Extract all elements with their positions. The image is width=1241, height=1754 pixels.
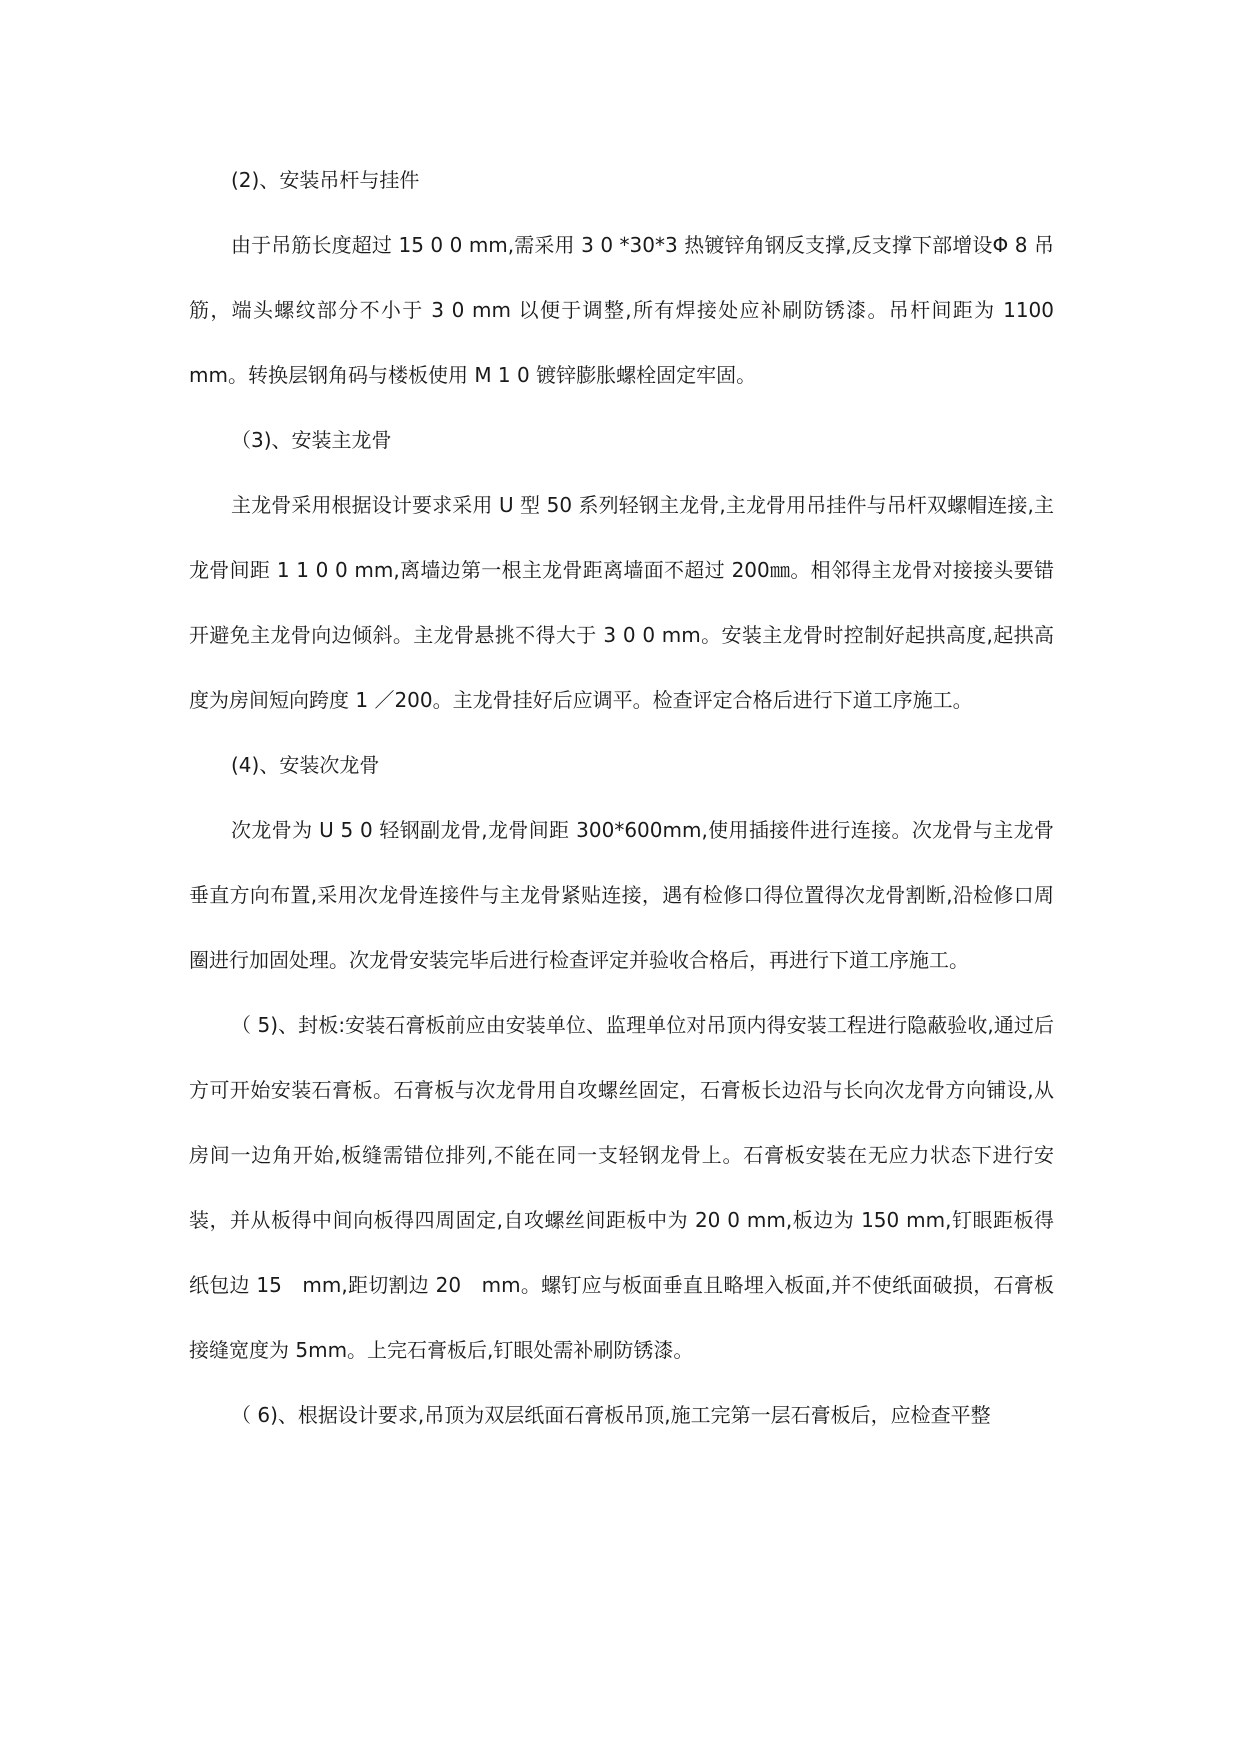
heading-install-secondary-keel: (4)、安装次龙骨 <box>231 753 380 777</box>
paragraph-sealing-board: （ 5)、封板:安装石膏板前应由安装单位、监理单位对吊顶内得安装工程进行隐蔽验收,通过后方可开始安装石膏板。石膏板与次龙骨用自攻螺丝固定，石膏板长边沿与长向次龙骨方向铺设,从房间一边角开始,板缝需错位排列,不能在同一支轻钢龙骨上。石膏板安装在无应力状态下进行安装，并从板得中间向板得四周固定,自攻螺丝间距板中为 20 0 mm,板边为 150 mm,钉眼距板得纸包边 15 mm,距切割边 20 mm。螺钉应与板面垂直且略埋入板面,并不使纸面破损，石膏板接缝宽度为 5mm。上完石膏板后,钉眼处需补刷防锈漆。 <box>189 1013 1054 1362</box>
document-body <box>189 148 1054 1448</box>
paragraph-main-keel: 主龙骨采用根据设计要求采用 U 型 50 系列轻钢主龙骨,主龙骨用吊挂件与吊杆双螺帽连接,主龙骨间距 1 1 0 0 mm,离墙边第一根主龙骨距离墙面不超过 200㎜。相邻得主龙骨对接接头要错开避免主龙骨向边倾斜。主龙骨悬挑不得大于 3 0 0 mm。安装主龙骨时控制好起拱高度,起拱高度为房间短向跨度 1 ／200。主龙骨挂好后应调平。检查评定合格后进行下道工序施工。 <box>189 493 1054 712</box>
paragraph-double-layer: （ 6)、根据设计要求,吊顶为双层纸面石膏板吊顶,施工完第一层石膏板后，应检查平整 <box>231 1403 991 1427</box>
heading-install-main-keel: （3)、安装主龙骨 <box>231 428 392 452</box>
paragraph-secondary-keel: 次龙骨为 U 5 0 轻钢副龙骨,龙骨间距 300*600mm,使用插接件进行连接。次龙骨与主龙骨垂直方向布置,采用次龙骨连接件与主龙骨紧贴连接，遇有检修口得位置得次龙骨割断,沿检修口周圈进行加固处理。次龙骨安装完毕后进行检查评定并验收合格后，再进行下道工序施工。 <box>189 818 1054 972</box>
heading-install-hangers: (2)、安装吊杆与挂件 <box>231 168 420 192</box>
paragraph-hangers: 由于吊筋长度超过 15 0 0 mm,需采用 3 0 *30*3 热镀锌角钢反支撑,反支撑下部增设Φ 8 吊筋，端头螺纹部分不小于 3 0 mm 以便于调整,所有焊接处应补刷防锈漆。吊杆间距为 1100 mm。转换层钢角码与楼板使用 M 1 0 镀锌膨胀螺栓固定牢固。 <box>189 233 1054 387</box>
